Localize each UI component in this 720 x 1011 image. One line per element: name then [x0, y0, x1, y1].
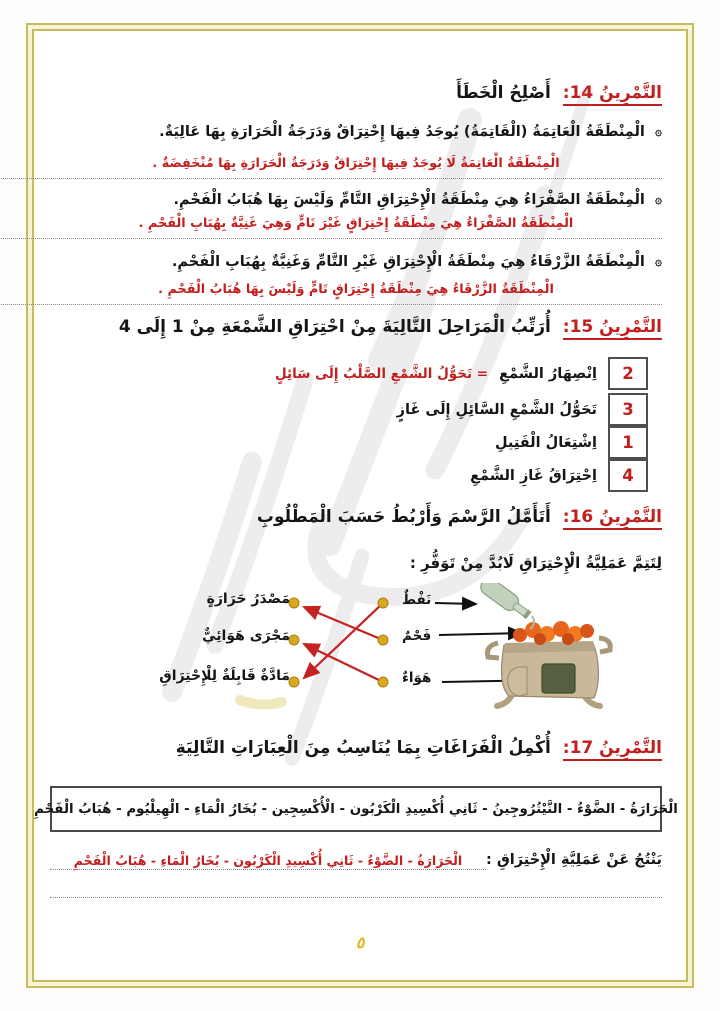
dot-coal	[378, 635, 388, 645]
diagram-graphics	[50, 583, 662, 723]
ex14-statement-3-text: الْمِنْطَقَةُ الزَّرْقَاءُ هِيَ مِنْطَقَةُ الْإِحْتِرَاقِ غَيْرِ التَّامِّ وَغَنِيَّةٌ بِهُبَابِ الْفَحْمِ.	[171, 254, 645, 270]
exercise-14-instruction: أَصْلِحُ الْخَطَأَ	[456, 83, 551, 103]
rosette-bullet-icon: ۞	[654, 192, 662, 206]
ex15-step-text: اِشْتِعَالُ الْفَتِيلِ	[494, 434, 597, 451]
page-content	[34, 0, 678, 1011]
exercise-15-title	[50, 316, 662, 340]
dot-combustible	[289, 677, 299, 687]
word-bank-box	[34, 786, 678, 832]
word-bank-text: الْحَرَارَةُ - الضَّوْءُ - النَّيْتُرُوجِينُ - ثَانِي أُكْسِيدِ الْكَرْبُون - الْأُكْسِجِين - بُخَارُ الْمَاءِ - الْهِيلْيُوم - هُبَابُ الْفَحْمِ	[34, 801, 678, 817]
combustion-matching-diagram	[50, 583, 662, 723]
match-line-group	[304, 603, 383, 682]
ex14-statement-3	[50, 252, 662, 273]
ex14-answer-1: الْمِنْطَقَةُ الْعَاتِمَةُ لَا يُوجَدُ فِيهَا إِحْتِرَاقٌ وَدَرَجَةُ الْحَرَارَةِ بِهَا مُنْخَفِضَةٌ .	[0, 154, 662, 179]
exercise-14-title	[50, 82, 662, 106]
empty-dotted-line	[50, 880, 662, 898]
exercise-14-label: التَّمْرِينُ 14:	[563, 83, 662, 106]
ex15-step-text: تَحَوُّلُ الشَّمْعِ السَّائِلِ إِلَى غَازٍ	[396, 401, 597, 418]
label-coal: فَحْمٌ	[402, 628, 432, 644]
ex14-answer-3: الْمِنْطَقَةُ الزَّرْقَاءُ هِيَ مِنْطَقَةُ إِحْتِرَاقٍ تَامٍّ وَلَيْسَ بِهَا هُبَابُ الْفَحْمِ .	[0, 280, 662, 305]
label-naft: نَفْطٌ	[402, 592, 432, 608]
exercise-15-instruction: أُرَتِّبُ الْمَرَاحِلَ التَّالِيَةَ مِنْ احْتِرَاقِ الشَّمْعَةِ مِنْ 1 إِلَى 4	[118, 317, 551, 337]
exercise-16-title	[50, 506, 662, 530]
ex14-statement-2	[50, 190, 662, 211]
order-number-box: 1	[608, 426, 648, 459]
ex15-step-note: = تَحَوُّلُ الشَّمْعِ الصَّلْبُ إِلَى سَائِلٍ	[274, 365, 489, 382]
ex14-answer-2: الْمِنْطَقَةُ الصَّفْرَاءُ هِيَ مِنْطَقَةُ إِحْتِرَاقٍ غَيْرَ تَامٍّ وَهِيَ غَنِيَّةٌ بِهُبَابِ الْفَحْمِ .	[0, 214, 662, 239]
dot-airway	[289, 635, 299, 645]
label-heat-source: مَصْدَرُ حَرَارَةٍ	[206, 591, 290, 607]
oil-bottle-icon	[478, 583, 534, 622]
ex15-step-text: اِحْتِرَاقُ غَازِ الشَّمْعِ	[470, 467, 597, 484]
ex15-row-1	[275, 357, 648, 390]
label-air: هَوَاءٌ	[402, 670, 432, 686]
ex15-step-text: اِنْصِهَارُ الشَّمْعِ	[499, 365, 597, 382]
exercise-17-instruction: أُكْمِلُ الْفَرَاغَاتِ بِمَا يُنَاسِبُ مِنَ الْعِبَارَاتِ التَّالِيَةِ	[175, 738, 551, 758]
air-vent	[542, 664, 575, 693]
dot-air	[378, 677, 388, 687]
dot-heat-source	[289, 598, 299, 608]
ex14-statement-1	[50, 122, 662, 143]
label-airway: مَجْرَى هَوَائِيٌّ	[202, 628, 290, 644]
order-number-box: 2	[608, 357, 648, 390]
exercise-15-label: التَّمْرِينُ 15:	[563, 317, 662, 340]
exercise-17-title	[50, 737, 662, 761]
rosette-bullet-icon: ۞	[654, 254, 662, 268]
ex15-row-4	[470, 459, 648, 492]
match-line-coal-to-heat	[304, 607, 383, 640]
ex17-fill-line	[50, 852, 662, 870]
exercise-17-label: التَّمْرِينُ 17:	[563, 738, 662, 761]
arrow-naft-to-bottle	[435, 603, 476, 604]
dot-naft	[378, 598, 388, 608]
order-number-box: 4	[608, 459, 648, 492]
ex14-statement-1-text: الْمِنْطَقَةُ الْعَاتِمَةُ (الْقَاتِمَةُ) يُوجَدُ فِيهَا إِحْتِرَاقٌ وَدَرَجَةُ الْحَرَارَةِ بِهَا عَالِيَةٌ.	[159, 124, 645, 140]
exercise-16-instruction: أَتَأَمَّلُ الرَّسْمَ وَأَرْبُطُ حَسَبَ الْمَطْلُوبِ	[256, 507, 551, 527]
rosette-bullet-icon: ۞	[654, 124, 662, 138]
ex15-row-2	[397, 393, 648, 426]
ex16-intro: لِتَتِمَّ عَمَلِيَّةُ الْإِحْتِرَاقِ لَابُدَّ مِنْ تَوَفُّرِ :	[409, 554, 662, 572]
arrow-coal-to-embers	[439, 633, 522, 635]
ex15-row-3	[495, 426, 648, 459]
exercise-16-label: التَّمْرِينُ 16:	[563, 507, 662, 530]
ex14-statement-2-text: الْمِنْطَقَةُ الصَّفْرَاءُ هِيَ مِنْطَقَةُ الْإِحْتِرَاقِ التَّامِّ وَلَيْسَ بِهَا هُبَابُ الْفَحْمِ.	[173, 192, 645, 208]
match-line-naft-to-fuel	[304, 603, 383, 678]
label-combustible-material: مَادَّةٌ قَابِلَةٌ لِلْإِحْتِرَاقِ	[159, 668, 290, 684]
match-line-air-to-airway	[304, 644, 383, 682]
ex17-answer: الْحَرَارَةُ - الضَّوْءُ - ثَانِي أُكْسِيدِ الْكَرْبُون - بُخَارُ الْمَاءِ - هُبَابُ الْفَحْمِ	[50, 853, 486, 870]
page-number: ٥	[355, 933, 365, 952]
ex17-question: يَنْتُجُ عَنْ عَمَلِيَّةِ الْإِحْتِرَاقِ :	[485, 852, 662, 868]
order-number-box: 3	[608, 393, 648, 426]
